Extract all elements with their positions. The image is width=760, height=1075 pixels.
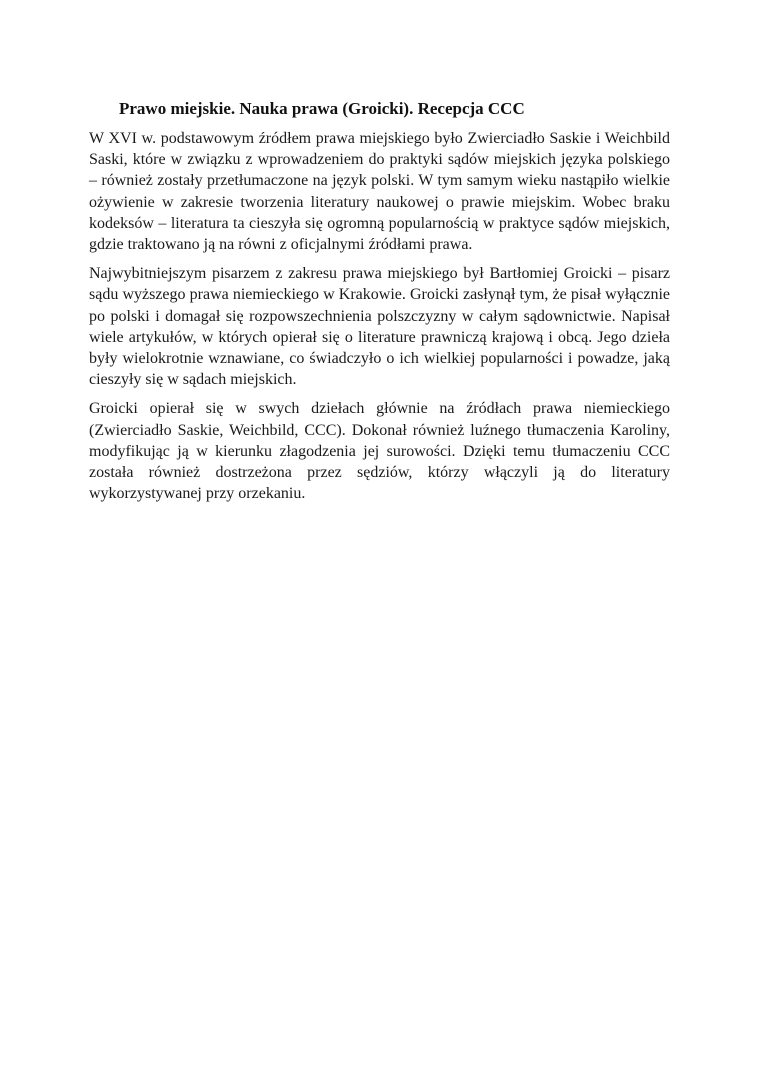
paragraph-sources: W XVI w. podstawowym źródłem prawa miejskiego było Zwierciadło Saskie i Weichbild Saski, które w związku z wprowadzeniem do praktyki sądów miejskich języka polskiego – również zostały przetłumaczone na język polski. W tym samym wieku nastąpiło wielkie ożywienie w zakresie tworzenia literatury naukowej o prawie miejskim. Wobec braku kodeksów – literatura ta cieszyła się ogromną popularnością w praktyce sądów miejskich, gdzie traktowano ją na równi z oficjalnymi źródłami prawa. (89, 130, 670, 254)
paragraph-reception: Groicki opierał się w swych dziełach głównie na źródłach prawa niemieckiego (Zwierciadło Saskie, Weichbild, CCC). Dokonał również luźnego tłumaczenia Karoliny, modyfikując ją w kierunku złagodzenia jej surowości. Dzięki temu tłumaczeniu CCC została również dostrzeżona przez sędziów, którzy włączyli ją do literatury wykorzystywanej przy orzekaniu. (89, 400, 670, 503)
document-body (89, 96, 670, 512)
document-title: Prawo miejskie. Nauka prawa (Groicki). Recepcja CCC (119, 99, 525, 118)
paragraph-groicki: Najwybitniejszym pisarzem z zakresu prawa miejskiego był Bartłomiej Groicki – pisarz sądu wyższego prawa niemieckiego w Krakowie. Groicki zasłynął tym, że pisał wyłącznie po polski i domagał się rozpowszechnienia polszczyzny w całym sądownictwie. Napisał wiele artykułów, w których opierał się o literature prawniczą krajową i obcą. Jego dzieła były wielokrotnie wznawiane, co świadczyło o ich wielkiej popularności i powadze, jaką cieszyły się w sądach miejskich. (89, 265, 670, 389)
